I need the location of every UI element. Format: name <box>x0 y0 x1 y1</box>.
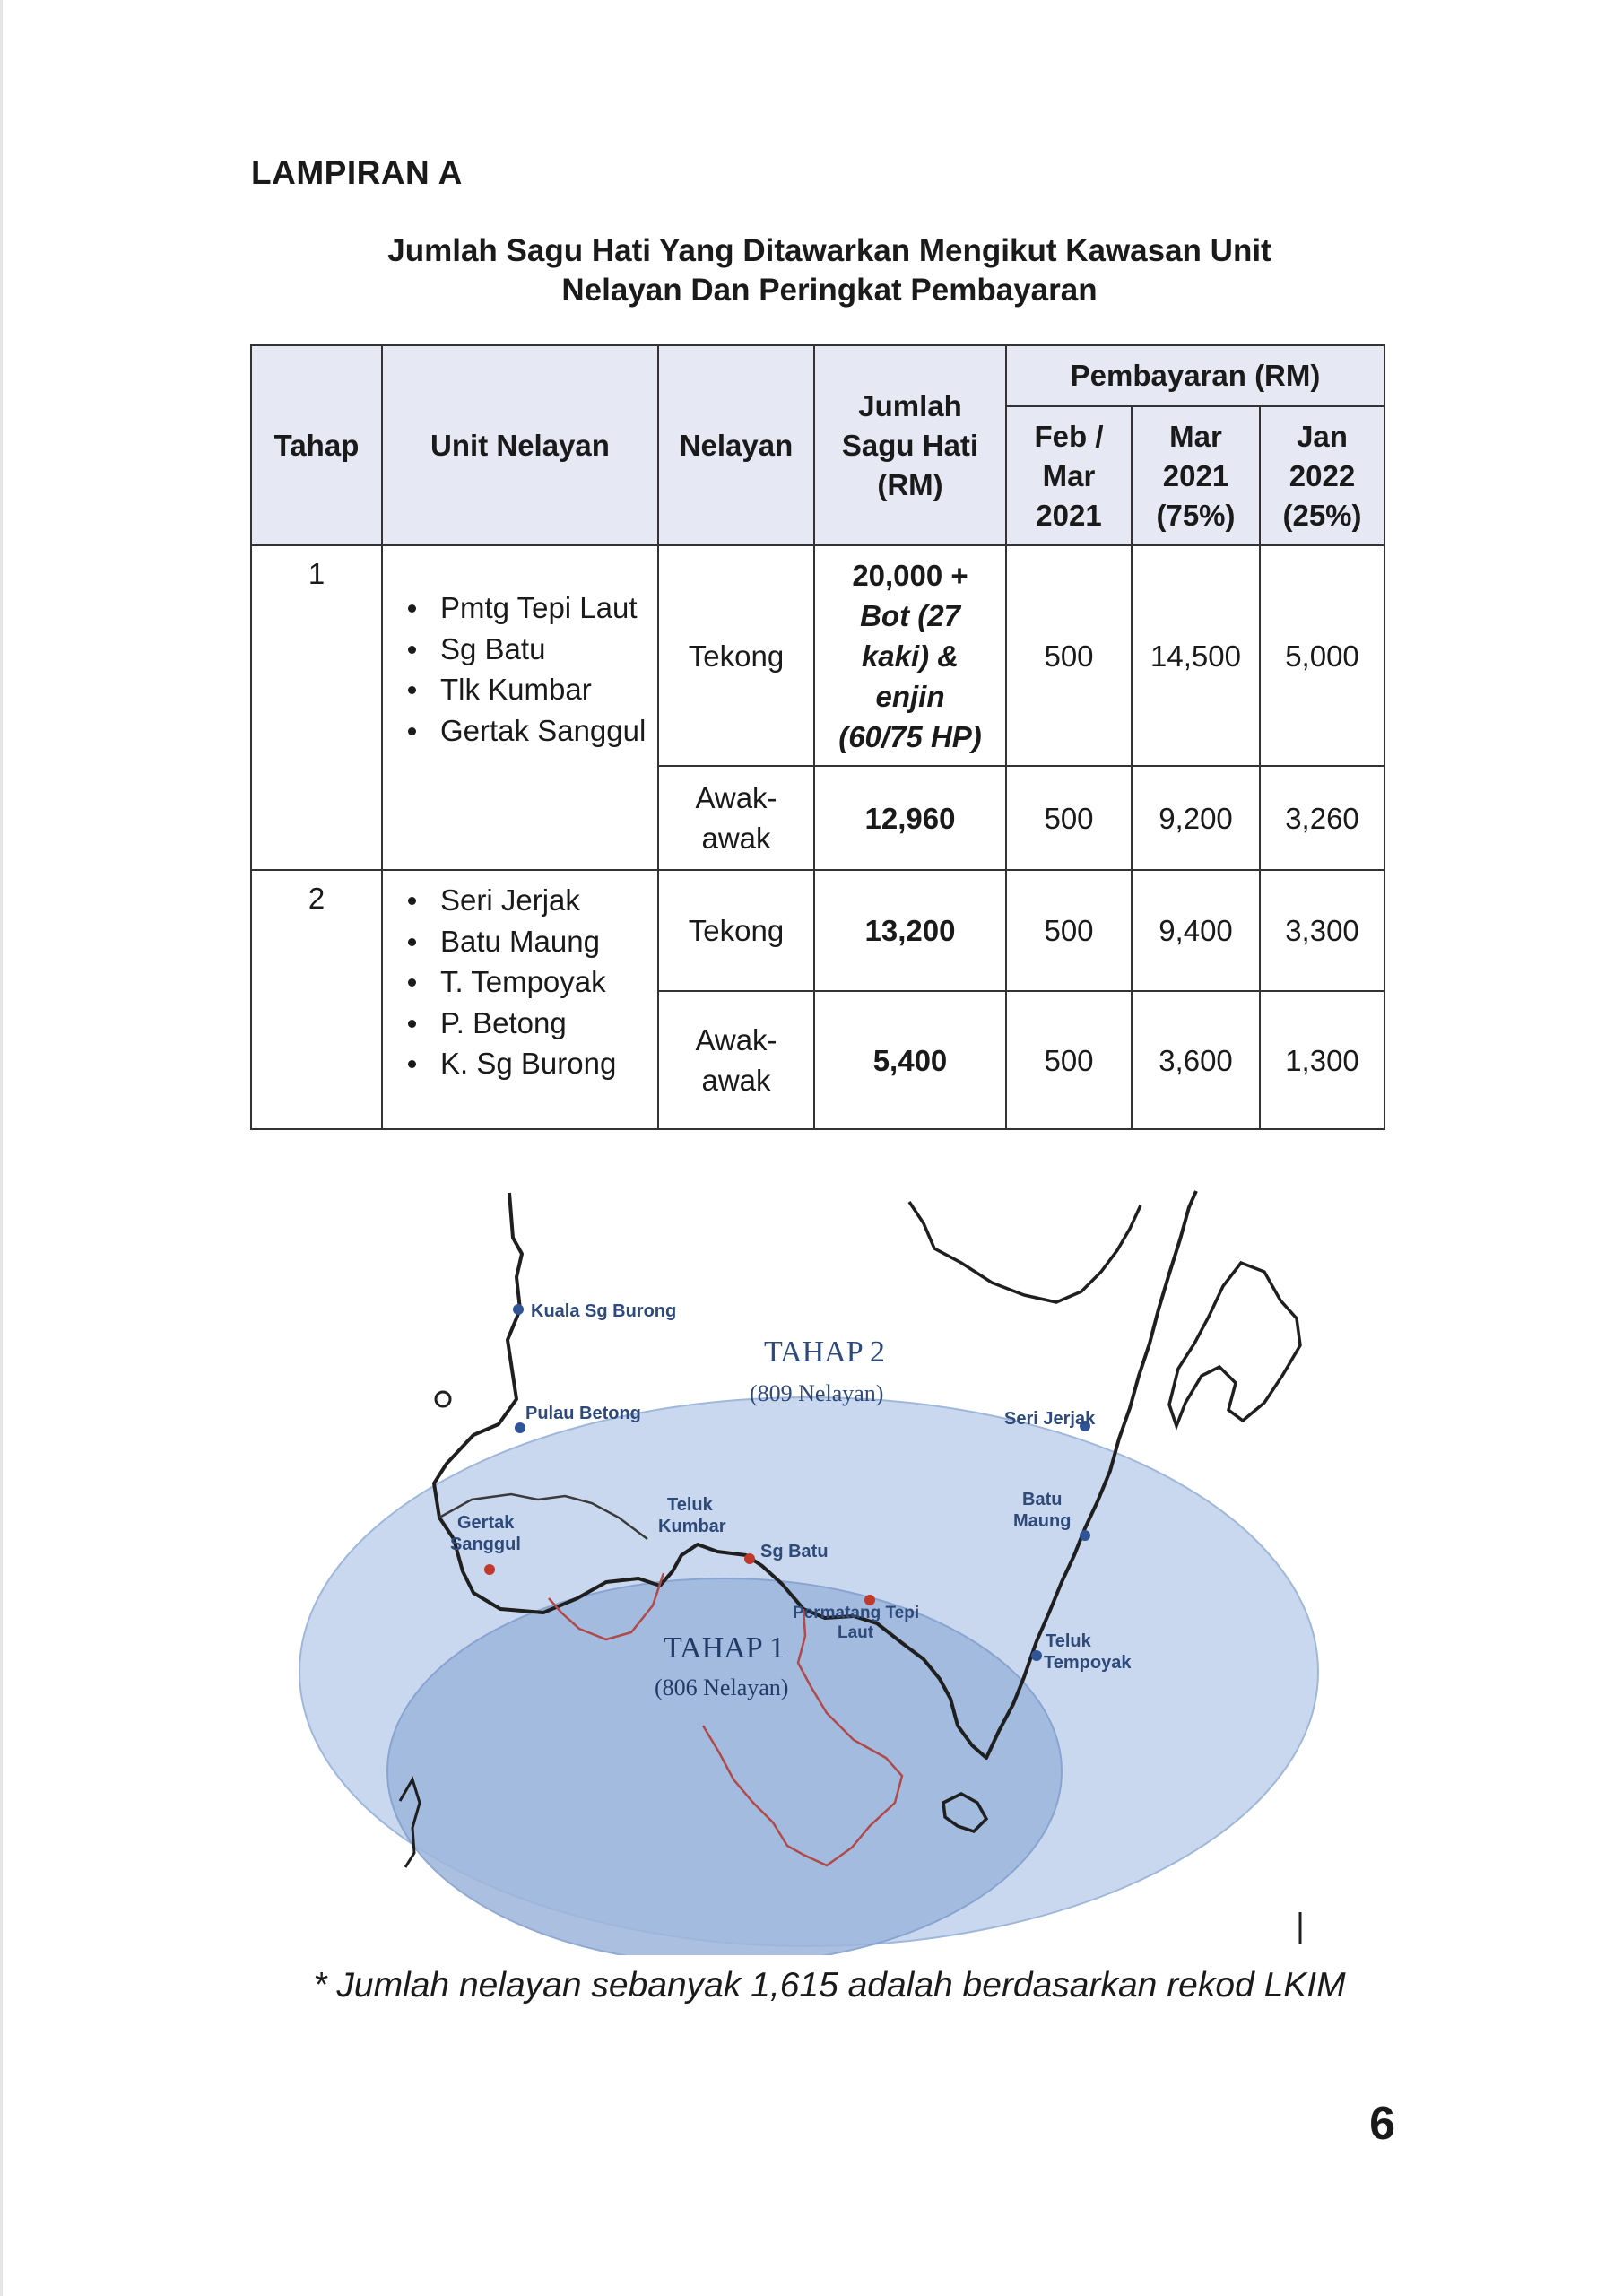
label-kuala-sg-burong: Kuala Sg Burong <box>531 1301 677 1321</box>
header-jan-2022 <box>1260 406 1384 545</box>
label-pulau-betong: Pulau Betong <box>525 1404 641 1423</box>
table-row <box>251 870 1384 991</box>
jumlah-line: enjin <box>875 679 945 713</box>
cell-feb-mar-2021: 500 <box>1006 991 1132 1129</box>
label-teluk-tempoyak: Teluk <box>1046 1631 1091 1651</box>
header-line: Feb / <box>1034 419 1104 453</box>
cell-jumlah: 5,400 <box>814 991 1006 1129</box>
page-heading: LAMPIRAN A <box>251 154 463 191</box>
nelayan-line: awak <box>701 1064 771 1097</box>
label-teluk-kumbar: Kumbar <box>658 1517 726 1536</box>
title-line-2: Nelayan Dan Peringkat Pembayaran <box>561 273 1098 308</box>
nelayan-line: Awak- <box>695 1023 777 1057</box>
label-tahap-1: TAHAP 1 <box>664 1631 785 1665</box>
cell-unit-nelayan <box>382 870 658 1129</box>
list-item: P. Betong <box>397 1003 650 1044</box>
cell-nelayan <box>658 766 814 870</box>
document-title <box>251 231 1408 310</box>
header-line: 2021 <box>1036 498 1102 532</box>
point-teluk-tempoyak <box>1031 1650 1042 1661</box>
table-row <box>251 545 1384 766</box>
label-teluk-kumbar: Teluk <box>667 1495 713 1515</box>
list-item: T. Tempoyak <box>397 961 650 1003</box>
jumlah-line: 20,000 + <box>852 558 968 592</box>
label-tahap-2-count: (809 Nelayan) <box>750 1380 884 1406</box>
list-item: Tlk Kumbar <box>397 669 650 710</box>
header-jumlah-line: Jumlah <box>858 388 962 422</box>
label-teluk-tempoyak: Tempoyak <box>1044 1653 1132 1673</box>
header-pembayaran: Pembayaran (RM) <box>1006 345 1384 406</box>
cell-tahap: 2 <box>251 870 382 1129</box>
cell-jumlah: 13,200 <box>814 870 1006 991</box>
cell-mar-2021: 9,200 <box>1132 766 1260 870</box>
header-jumlah-sagu-hati <box>814 345 1006 545</box>
label-tahap-2: TAHAP 2 <box>764 1335 885 1369</box>
cell-tahap: 1 <box>251 545 382 870</box>
jumlah-line: (60/75 HP) <box>838 719 982 753</box>
header-jumlah-line: Sagu Hati <box>841 428 979 462</box>
point-sg-batu <box>744 1553 755 1564</box>
label-sg-batu: Sg Batu <box>760 1542 829 1561</box>
jumlah-line: kaki) & <box>861 639 959 673</box>
nelayan-line: awak <box>701 822 771 855</box>
header-line: Mar <box>1042 458 1096 492</box>
label-batu-maung: Batu <box>1022 1490 1063 1509</box>
cell-jumlah <box>814 545 1006 766</box>
cell-mar-2021: 3,600 <box>1132 991 1260 1129</box>
list-item: Sg Batu <box>397 629 650 670</box>
cell-jumlah: 12,960 <box>814 766 1006 870</box>
cell-jan-2022: 3,300 <box>1260 870 1384 991</box>
cell-feb-mar-2021: 500 <box>1006 766 1132 870</box>
cell-jan-2022: 3,260 <box>1260 766 1384 870</box>
header-nelayan: Nelayan <box>658 345 814 545</box>
point-gertak-sanggul <box>484 1564 495 1575</box>
header-mar-2021 <box>1132 406 1260 545</box>
cell-unit-nelayan <box>382 545 658 870</box>
cell-mar-2021: 14,500 <box>1132 545 1260 766</box>
jumlah-line: Bot (27 <box>860 598 960 632</box>
list-item: Pmtg Tepi Laut <box>397 587 650 629</box>
cell-jan-2022: 1,300 <box>1260 991 1384 1129</box>
cell-mar-2021: 9,400 <box>1132 870 1260 991</box>
cell-nelayan: Tekong <box>658 870 814 991</box>
label-gertak-sanggul: Gertak <box>457 1513 515 1533</box>
header-line: 2021 <box>1162 458 1229 492</box>
cell-nelayan: Tekong <box>658 545 814 766</box>
header-tahap: Tahap <box>251 345 382 545</box>
list-item: K. Sg Burong <box>397 1043 650 1084</box>
header-line: 2022 <box>1289 458 1356 492</box>
title-line-1: Jumlah Sagu Hati Yang Ditawarkan Mengikut Kawasan Unit <box>387 233 1271 268</box>
jerjak-island <box>1169 1263 1300 1426</box>
cell-feb-mar-2021: 500 <box>1006 545 1132 766</box>
header-line: Jan <box>1297 419 1348 453</box>
page-number: 6 <box>1369 2098 1395 2150</box>
point-kuala-sg-burong <box>513 1304 524 1315</box>
footnote: * Jumlah nelayan sebanyak 1,615 adalah berdasarkan rekod LKIM <box>313 1966 1346 2005</box>
header-feb-mar-2021 <box>1006 406 1132 545</box>
point-pulau-betong <box>515 1422 525 1433</box>
list-item: Batu Maung <box>397 921 650 962</box>
point-batu-maung <box>1080 1530 1090 1541</box>
label-batu-maung: Maung <box>1013 1511 1072 1531</box>
nelayan-line: Awak- <box>695 781 777 814</box>
label-gertak-sanggul: Sanggul <box>450 1535 521 1554</box>
header-line: (75%) <box>1156 498 1236 532</box>
page-edge <box>0 0 3 2296</box>
label-permatang-tepi-laut: Laut <box>838 1623 874 1642</box>
cell-nelayan <box>658 991 814 1129</box>
fishing-zone-map <box>296 1184 1345 1955</box>
payment-table <box>250 344 1385 1130</box>
label-tahap-1-count: (806 Nelayan) <box>655 1674 789 1700</box>
header-jumlah-line: (RM) <box>877 467 943 501</box>
header-line: (25%) <box>1282 498 1362 532</box>
list-item: Seri Jerjak <box>397 880 650 921</box>
header-unit-nelayan: Unit Nelayan <box>382 345 658 545</box>
list-item: Gertak Sanggul <box>397 710 650 752</box>
label-seri-jerjak: Seri Jerjak <box>1004 1409 1096 1429</box>
coastline-north <box>909 1202 1141 1302</box>
header-line: Mar <box>1169 419 1222 453</box>
cell-jan-2022: 5,000 <box>1260 545 1384 766</box>
label-permatang-tepi-laut: Permatang Tepi <box>793 1604 920 1622</box>
cell-feb-mar-2021: 500 <box>1006 870 1132 991</box>
small-island <box>436 1392 450 1406</box>
